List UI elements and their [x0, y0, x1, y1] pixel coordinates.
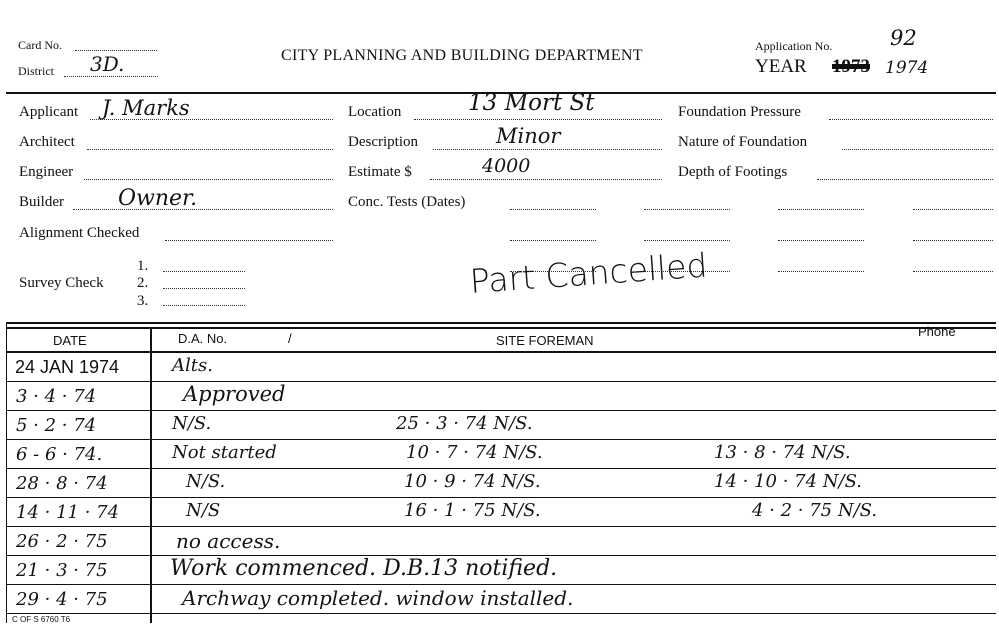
row-line [6, 381, 996, 382]
year-handwritten: 1974 [885, 58, 929, 78]
table-row-date: 29 · 4 · 75 [16, 589, 108, 610]
conc-dots-c3 [778, 271, 864, 272]
table-row-entry: 14 · 10 · 74 N/S. [714, 471, 862, 492]
conc-tests-label: Conc. Tests (Dates) [348, 194, 466, 210]
table-row-date: 28 · 8 · 74 [16, 473, 108, 494]
description-label: Description [348, 134, 418, 150]
district-dots [64, 76, 158, 77]
row-line [6, 439, 996, 440]
location-dots [414, 119, 662, 120]
survey-num-1: 1. [137, 258, 149, 274]
row-line [6, 497, 996, 498]
table-row-entry: 4 · 2 · 75 N/S. [752, 500, 878, 521]
table-row-entry: N/S. [172, 413, 212, 434]
table-row-entry: N/S. [186, 471, 226, 492]
form-code: C OF S 6760 T6 [12, 615, 71, 624]
application-no-label: Application No. [755, 39, 833, 53]
description-value: Minor [496, 124, 561, 148]
table-row-entry: Archway completed. window installed. [182, 586, 574, 610]
location-label: Location [348, 104, 402, 120]
department-title: CITY PLANNING AND BUILDING DEPARTMENT [281, 47, 643, 64]
table-row-date: 24 JAN 1974 [15, 357, 120, 377]
table-row-date: 3 · 4 · 74 [16, 386, 97, 407]
foundation-pressure-label: Foundation Pressure [678, 104, 801, 120]
row-line [6, 526, 996, 527]
table-row-entry: no access. [176, 529, 281, 553]
da-slash: / [288, 331, 292, 346]
application-no-value: 92 [890, 26, 917, 50]
foundation-pressure-dots [829, 119, 993, 120]
table-row-entry: Work commenced. D.B.13 notified. [170, 556, 558, 581]
survey-dots-2 [163, 288, 245, 289]
table-row-date: 6 - 6 · 74. [16, 444, 103, 465]
part-cancelled-note: Part Cancelled [468, 245, 709, 301]
table-row-date: 26 · 2 · 75 [16, 531, 108, 552]
left-edge [6, 322, 7, 623]
survey-dots-3 [163, 305, 245, 306]
table-header-rule [6, 351, 996, 353]
row-line [6, 468, 996, 469]
alignment-label: Alignment Checked [19, 225, 140, 241]
applicant-label: Applicant [19, 104, 79, 120]
nature-foundation-dots [842, 149, 993, 150]
table-row-entry: 25 · 3 · 74 N/S. [396, 413, 533, 434]
conc-dots-b2 [644, 240, 730, 241]
conc-dots-d2 [913, 240, 993, 241]
table-top-rule-2 [6, 327, 996, 329]
conc-dots-d1 [913, 209, 993, 210]
date-header: DATE [53, 333, 87, 348]
table-row-entry: 16 · 1 · 75 N/S. [404, 500, 541, 521]
table-row-entry: Alts. [172, 355, 213, 376]
table-top-rule-1 [6, 322, 996, 324]
alignment-dots [165, 240, 333, 241]
estimate-dots [430, 179, 662, 180]
estimate-value: 4000 [482, 155, 531, 177]
table-row-entry: N/S [186, 500, 221, 521]
architect-dots [87, 149, 333, 150]
conc-dots-d3 [913, 271, 993, 272]
description-dots [433, 149, 662, 150]
table-row-entry: Not started [172, 442, 277, 463]
table-row-entry: 10 · 9 · 74 N/S. [404, 471, 541, 492]
applicant-value: J. Marks [102, 96, 190, 120]
depth-footings-label: Depth of Footings [678, 164, 788, 180]
engineer-dots [84, 179, 333, 180]
engineer-label: Engineer [19, 164, 74, 180]
conc-dots-a2 [510, 240, 596, 241]
row-line [6, 613, 996, 614]
depth-footings-dots [817, 179, 993, 180]
phone-header: Phone [918, 324, 956, 339]
conc-dots-c1 [778, 209, 864, 210]
row-line [6, 584, 996, 585]
survey-label: Survey Check [19, 275, 104, 291]
table-row-date: 21 · 3 · 75 [16, 560, 108, 581]
location-value: 13 Mort St [468, 90, 595, 116]
district-value: 3D. [90, 52, 125, 76]
estimate-label: Estimate $ [348, 164, 412, 180]
architect-label: Architect [19, 134, 75, 150]
conc-dots-c2 [778, 240, 864, 241]
survey-dots-1 [163, 271, 245, 272]
table-row-entry: Approved [183, 382, 286, 406]
conc-dots-a1 [510, 209, 596, 210]
da-header: D.A. No. [178, 331, 228, 346]
survey-num-3: 3. [137, 293, 149, 309]
builder-value: Owner. [118, 186, 198, 211]
builder-dots [73, 209, 333, 210]
table-row-date: 14 · 11 · 74 [16, 502, 120, 523]
survey-num-2: 2. [137, 275, 149, 291]
card-no-label: Card No. [18, 38, 62, 52]
nature-foundation-label: Nature of Foundation [678, 134, 808, 150]
table-row-entry: 10 · 7 · 74 N/S. [406, 442, 543, 463]
site-foreman-header: SITE FOREMAN [496, 333, 594, 348]
card-no-dots [75, 50, 157, 51]
date-column-divider [150, 328, 152, 623]
row-line [6, 410, 996, 411]
conc-dots-b1 [644, 209, 730, 210]
builder-label: Builder [19, 194, 64, 210]
district-label: District [18, 64, 54, 78]
year-label: YEAR [755, 56, 807, 77]
table-row-date: 5 · 2 · 74 [16, 415, 97, 436]
year-printed: 1973 [832, 56, 870, 77]
table-row-entry: 13 · 8 · 74 N/S. [714, 442, 851, 463]
